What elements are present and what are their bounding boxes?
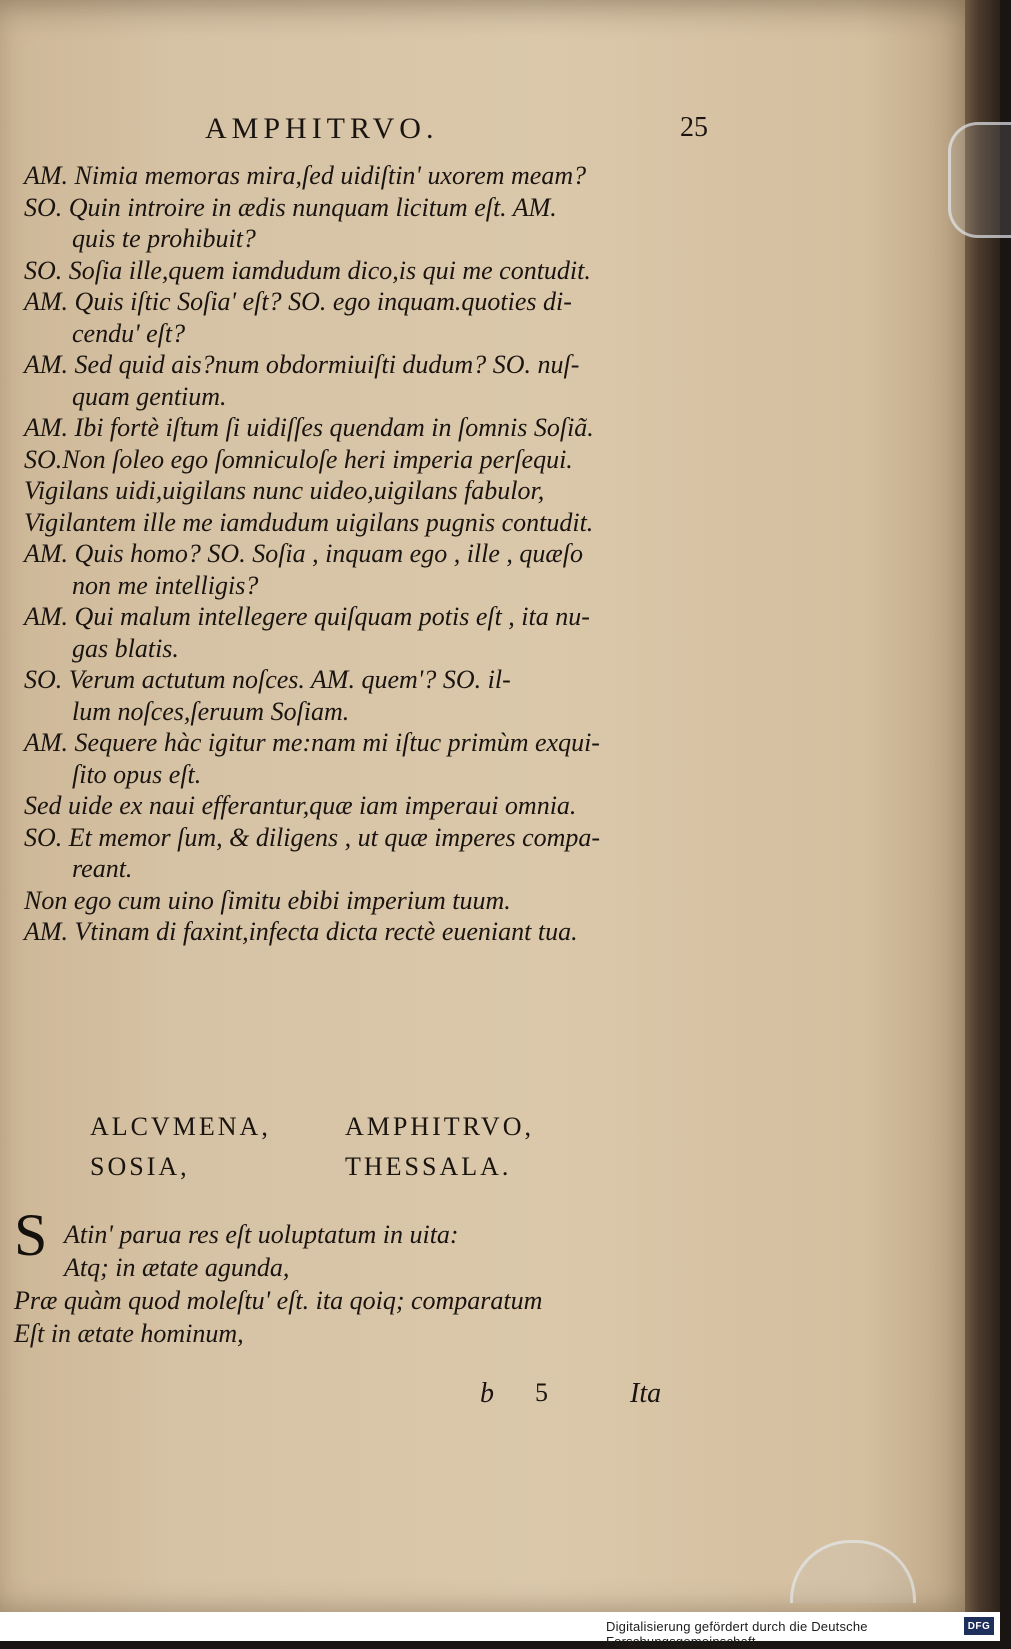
text-line: gas blatis. bbox=[72, 633, 179, 663]
signature-mark: b bbox=[480, 1378, 494, 1409]
text-line: AM. Quis homo? SO. Soſia , inquam ego , ille , quæſo bbox=[24, 539, 583, 568]
scene-text bbox=[14, 1218, 634, 1350]
cast-alcumena: ALCVMENA, bbox=[90, 1112, 271, 1141]
text-line: cendu' eſt? bbox=[72, 318, 186, 348]
footer-credit: Digitalisierung gefördert durch die Deutsche Forschungsgemeinschaft · bbox=[606, 1619, 868, 1649]
text-line: AM. Nimia memoras mira,ſed uidiſtin' uxorem meam? bbox=[24, 161, 587, 190]
text-line: ſito opus eſt. bbox=[72, 759, 202, 789]
dfg-logo-icon: DFG bbox=[964, 1617, 994, 1635]
text-line: quam gentium. bbox=[72, 381, 227, 411]
text-line: Vigilans uidi,uigilans nunc uideo,uigilans fabulor, bbox=[24, 476, 545, 505]
signature-number: 5 bbox=[535, 1378, 548, 1407]
cast-sosia: SOSIA, bbox=[90, 1152, 190, 1181]
text-line: lum noſces,ſeruum Soſiam. bbox=[72, 696, 350, 726]
text-line: SO. Et memor ſum, & diligens , ut quæ imperes compa- bbox=[24, 822, 601, 852]
text-line: Sed uide ex naui efferantur,quæ iam imperaui omnia. bbox=[24, 791, 577, 820]
text-line: reant. bbox=[72, 854, 133, 883]
text-line: SO. Quin introire in ædis nunquam licitum eſt. AM. bbox=[24, 192, 557, 222]
text-line: SO. Verum actutum noſces. AM. quem'? SO. il- bbox=[24, 665, 511, 694]
text-line: Non ego cum uino ſimitu ebibi imperium tuum. bbox=[24, 885, 511, 915]
text-line: SO.Non ſoleo ego ſomniculoſe heri imperia perſequi. bbox=[24, 444, 573, 474]
text-line: AM. Qui malum intellegere quiſquam potis eſt , ita nu- bbox=[24, 602, 590, 631]
drop-cap: S bbox=[14, 1202, 48, 1268]
digitization-footer bbox=[0, 1612, 1000, 1649]
text-line: AM. Sed quid ais?num obdormiuiſti dudum? SO. nuſ- bbox=[24, 350, 580, 379]
cast-thessala: THESSALA. bbox=[345, 1152, 512, 1181]
text-line: quis te prohibuit? bbox=[72, 224, 256, 253]
text-line: Vigilantem ille me iamdudum uigilans pugnis contudit. bbox=[24, 507, 594, 537]
scene-line: Atq; in ætate agunda, bbox=[64, 1253, 290, 1282]
dialogue-text bbox=[24, 160, 714, 948]
scene-line: Eſt in ætate hominum, bbox=[14, 1319, 244, 1348]
cast-amphitruo: AMPHITRVO, bbox=[345, 1112, 534, 1141]
scene-line: Præ quàm quod moleſtu' eſt. ita qoiq; comparatum bbox=[14, 1286, 543, 1315]
page-header bbox=[0, 112, 980, 152]
text-line: AM. Quis iſtic Soſia' eſt? SO. ego inquam.quoties di- bbox=[24, 287, 572, 316]
text-line: SO. Soſia ille,quem iamdudum dico,is qui me contudit. bbox=[24, 255, 591, 285]
text-line: non me intelligis? bbox=[72, 570, 259, 600]
text-line: AM. Ibi fortè iſtum ſi uidiſſes quendam in ſomnis Soſiã. bbox=[24, 413, 594, 442]
scene-line: Atin' parua res eſt uoluptatum in uita: bbox=[64, 1220, 459, 1249]
catchword: Ita bbox=[630, 1378, 662, 1409]
text-line: AM. Vtinam di faxint,infecta dicta rectè eueniant tua. bbox=[24, 917, 578, 946]
book-edge bbox=[965, 0, 1000, 1612]
text-line: AM. Sequere hàc igitur me:nam mi iſtuc primùm exqui- bbox=[24, 728, 600, 757]
running-title: AMPHITRVO. bbox=[205, 112, 439, 145]
page-number: 25 bbox=[680, 112, 708, 143]
